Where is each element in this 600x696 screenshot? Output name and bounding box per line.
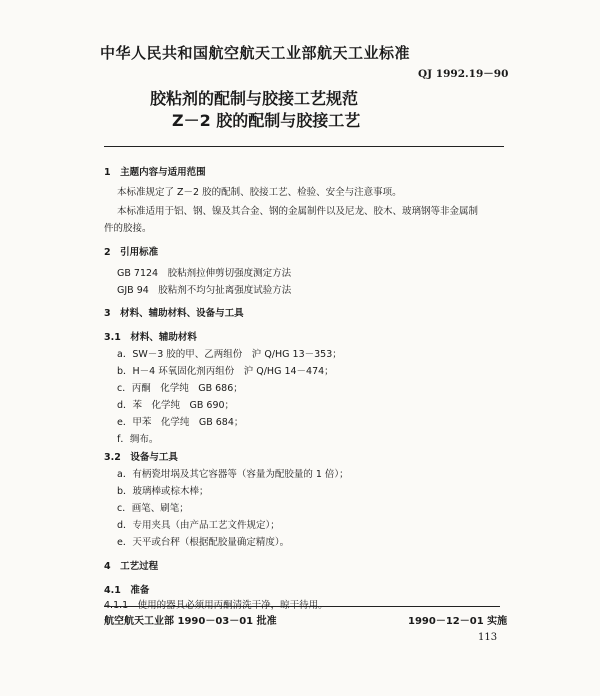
body-line: 件的胶接。 [104,223,152,234]
section-heading: 1 主题内容与适用范围 [104,167,206,178]
section-heading: 2 引用标准 [104,247,159,258]
effective-date: 1990－12－01 实施 [408,616,508,627]
body-line: 4.1.1 使用的器具必须用丙酮清洗干净，晾干待用。 [104,600,328,611]
body-line: a．SW－3 胶的甲、乙两组份 沪 Q/HG 13－353； [117,349,342,360]
body-line: GB 7124 胶粘剂拉伸剪切强度测定方法 [117,268,292,279]
standard-org-header: 中华人民共和国航空航天工业部航天工业标准 [100,44,411,62]
section-heading: 4.1 准备 [104,585,150,596]
body-line: GJB 94 胶粘剂不均匀扯离强度试验方法 [117,285,292,296]
section-heading: 3 材料、辅助材料、设备与工具 [104,308,244,319]
page-number: 113 [478,632,498,643]
body-line: c．丙酮 化学纯 GB 686； [117,383,243,394]
body-line: a．有柄瓷坩埚及其它容器等（容量为配胶量的 1 倍）； [117,469,349,480]
section-heading: 4 工艺过程 [104,561,159,572]
body-line: d．苯 化学纯 GB 690； [117,400,235,411]
body-line: e．甲苯 化学纯 GB 684； [117,417,244,428]
body-line: 本标准适用于铝、钢、镍及其合金、钢的金属制件以及尼龙、胶木、玻璃钢等非金属制 [117,206,479,217]
body-line: c．画笔、刷笔； [117,503,189,514]
body-line: b．H－4 环氧固化剂丙组份 沪 Q/HG 14－474； [117,366,334,377]
body-line: d．专用夹具（由产品工艺文件规定）； [117,520,280,531]
section-heading: 3.1 材料、辅助材料 [104,332,197,343]
section-heading: 3.2 设备与工具 [104,452,178,463]
body-line: 本标准规定了 Z－2 胶的配制、胶接工艺、检验、安全与注意事项。 [117,187,402,198]
bottom-rule [104,606,500,607]
approval-date: 航空航天工业部 1990－03－01 批准 [104,616,277,627]
standard-code: QJ 1992.19－90 [418,68,509,80]
top-rule [104,146,504,147]
body-line: b．玻璃棒或棕木棒； [117,486,209,497]
body-line: e．天平或台秤（根据配胶量确定精度）。 [117,537,290,548]
body-line: f．绸布。 [117,434,159,445]
document-title: 胶粘剂的配制与胶接工艺规范 [150,89,359,108]
document-subtitle: Z－2 胶的配制与胶接工艺 [172,111,361,130]
